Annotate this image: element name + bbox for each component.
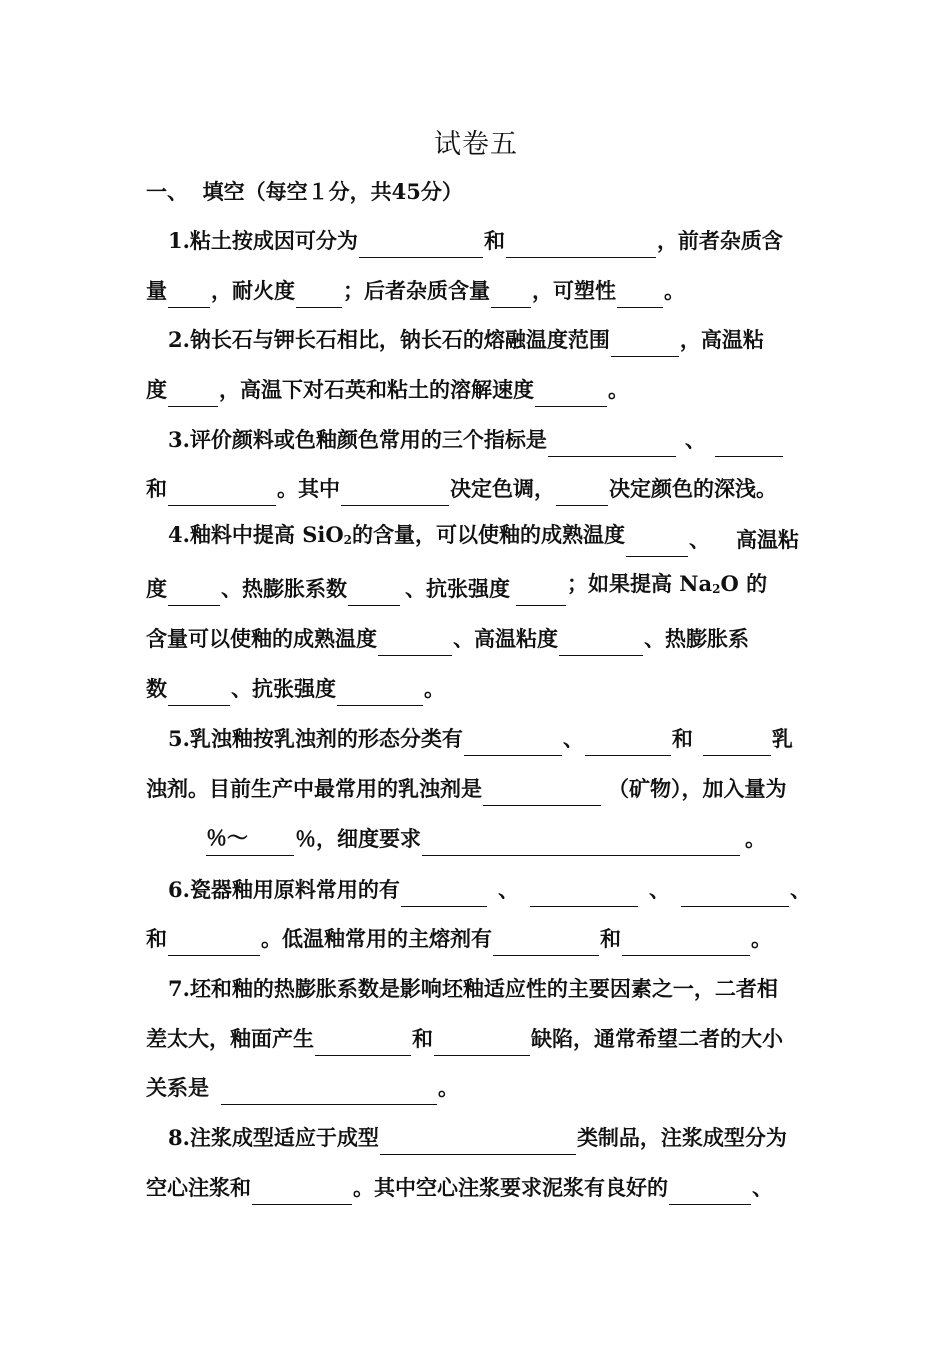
question-7-line-3: 关系是 。	[146, 1071, 812, 1105]
answer-blank[interactable]	[378, 629, 452, 656]
answer-blank[interactable]	[248, 829, 294, 856]
answer-blank[interactable]	[506, 231, 656, 258]
question-6-line-1: 6.瓷器釉用原料常用的有 、 、 、	[168, 873, 812, 907]
question-8-line-2: 空心注浆和 。其中空心注浆要求泥浆有良好的 、	[146, 1171, 812, 1205]
question-5-line-3: ％～ ％，细度要求 。	[156, 822, 812, 856]
answer-blank[interactable]	[669, 1178, 751, 1205]
answer-blank[interactable]	[535, 380, 607, 407]
page-title: 试卷五	[434, 129, 518, 160]
answer-blank[interactable]	[548, 430, 676, 457]
question-4-line-1: 4.釉料中提高 SiO$_2$的含量，可以使釉的成熟温度 、 高温粘	[168, 523, 812, 557]
answer-blank[interactable]	[380, 1128, 576, 1155]
answer-blank[interactable]	[493, 929, 599, 956]
answer-blank[interactable]	[337, 679, 423, 706]
question-4-line-3: 含量可以使釉的成熟温度 、高温粘度 、热膨胀系	[146, 622, 812, 656]
answer-blank[interactable]	[715, 430, 783, 457]
question-3-line-1: 3.评价颜料或色釉颜色常用的三个指标是 、	[168, 423, 812, 457]
answer-blank[interactable]	[296, 281, 342, 308]
answer-blank[interactable]	[703, 729, 771, 756]
answer-blank[interactable]	[491, 281, 531, 308]
question-1-line-1: 1.粘土按成因可分为 和 ，前者杂质含	[168, 224, 812, 258]
answer-blank[interactable]	[168, 281, 210, 308]
answer-blank[interactable]	[681, 880, 789, 907]
question-7-line-1: 7.坯和釉的热膨胀系数是影响坯釉适应性的主要因素之一，二者相	[168, 976, 778, 1001]
answer-blank[interactable]	[622, 929, 750, 956]
answer-blank[interactable]	[252, 1178, 352, 1205]
answer-blank[interactable]	[168, 479, 276, 506]
answer-blank[interactable]	[483, 779, 601, 806]
answer-blank[interactable]	[559, 629, 643, 656]
question-4-line-2: 度 、热膨胀系数 、抗张强度 ；如果提高 $Na_2O$ 的	[146, 572, 812, 606]
answer-blank[interactable]	[168, 579, 220, 606]
question-8-line-1: 8.注浆成型适应于成型 类制品，注浆成型分为	[168, 1121, 812, 1155]
answer-blank[interactable]	[168, 679, 230, 706]
answer-blank[interactable]	[626, 530, 688, 557]
answer-blank[interactable]	[516, 579, 566, 606]
question-4-line-4: 数 、抗张强度 。	[146, 672, 812, 706]
question-2-line-2: 度 ，高温下对石英和粘土的溶解速度 。	[146, 373, 812, 407]
answer-blank[interactable]	[401, 880, 487, 907]
answer-blank[interactable]	[617, 281, 663, 308]
answer-blank[interactable]	[585, 729, 671, 756]
answer-blank[interactable]	[168, 380, 218, 407]
question-7-line-2: 差太大，釉面产生 和 缺陷，通常希望二者的大小	[146, 1022, 812, 1056]
question-5-line-2: 浊剂。目前生产中最常用的乳浊剂是 （矿物），加入量为	[146, 772, 812, 806]
question-5-line-1: 5.乳浊釉按乳浊剂的形态分类有 、 和 乳	[168, 722, 812, 756]
answer-blank[interactable]	[434, 1029, 530, 1056]
answer-blank[interactable]	[422, 829, 740, 856]
answer-blank[interactable]	[348, 579, 400, 606]
answer-blank[interactable]	[556, 479, 608, 506]
answer-blank[interactable]	[464, 729, 562, 756]
answer-blank[interactable]	[157, 830, 205, 856]
question-1-line-2: 量 ，耐火度 ；后者杂质含量 ，可塑性 。	[146, 274, 812, 308]
answer-blank[interactable]	[359, 231, 483, 258]
section-heading: 一、 填空（每空１分，共45分）	[146, 179, 463, 204]
answer-blank[interactable]	[168, 929, 260, 956]
question-2-line-1: 2.钠长石与钾长石相比，钠长石的熔融温度范围 ，高温粘	[168, 323, 812, 357]
answer-blank[interactable]	[611, 330, 679, 357]
question-3-line-2: 和 。其中 决定色调， 决定颜色的深浅。	[146, 472, 812, 506]
answer-blank[interactable]	[315, 1029, 411, 1056]
answer-blank[interactable]	[530, 880, 638, 907]
question-6-line-2: 和 。低温釉常用的主熔剂有 和 。	[146, 922, 812, 956]
answer-blank[interactable]	[341, 479, 449, 506]
answer-blank[interactable]	[221, 1078, 437, 1105]
